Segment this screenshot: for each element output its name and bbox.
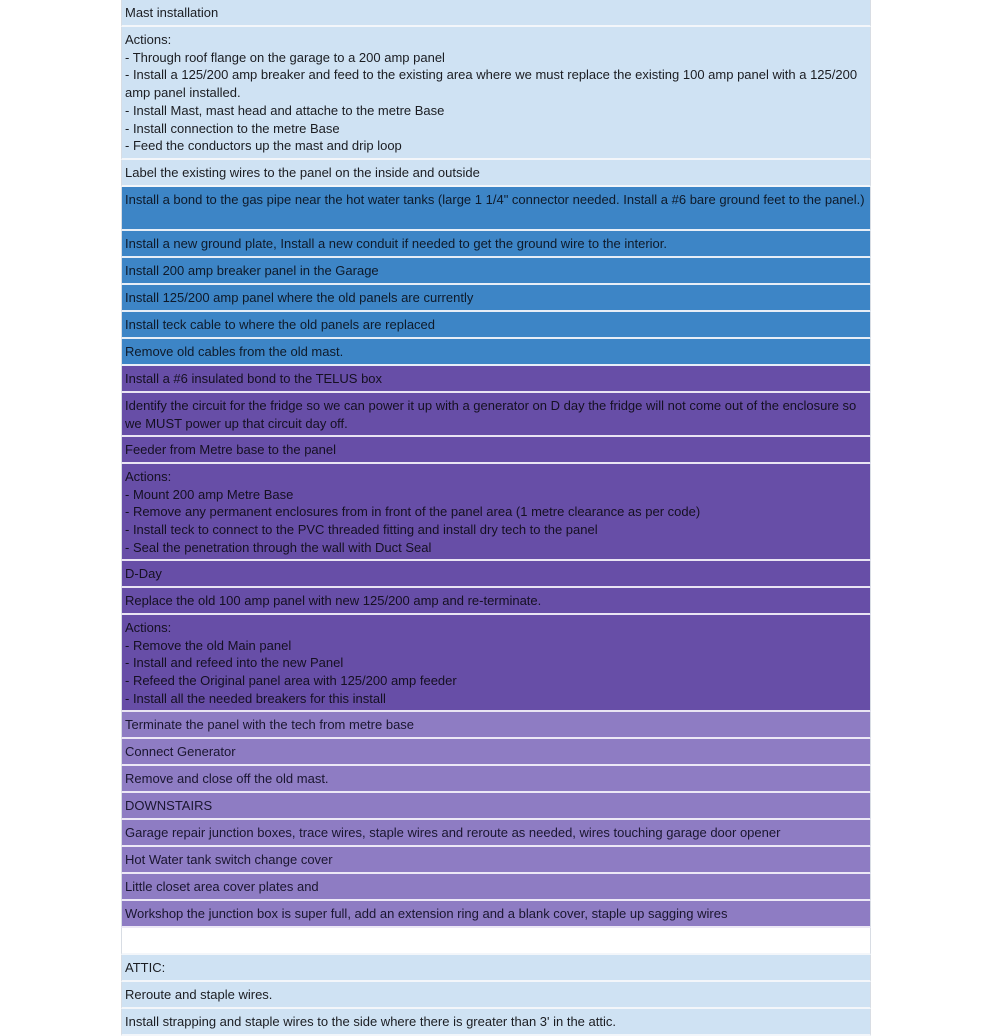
cell-text: Remove and close off the old mast. [125,771,329,786]
table-row[interactable] [121,712,871,739]
table-row[interactable] [121,0,871,27]
table-row[interactable] [121,561,871,588]
cell-text: Hot Water tank switch change cover [125,852,333,867]
cell-text: Label the existing wires to the panel on the inside and outside [125,165,480,180]
table-row[interactable] [121,793,871,820]
task-sheet [121,0,871,1036]
cell-text: Little closet area cover plates and [125,879,319,894]
cell-text: Actions: [125,620,172,635]
cell-text-line: - Refeed the Original panel area with 125/200 amp feeder [125,673,457,689]
cell-text: Actions: [125,32,172,47]
table-row[interactable] [121,928,871,955]
table-row[interactable] [121,187,871,231]
cell-text-line: - Install connection to the metre Base [125,120,340,136]
table-row[interactable] [121,901,871,928]
cell-text-line: - Install a 125/200 amp breaker and feed to the existing area where we must replace the existing 100 amp panel with a 125/200 amp panel installed. [125,67,858,101]
cell-text: Mast installation [125,5,219,20]
table-row[interactable] [121,1009,871,1036]
table-row[interactable] [121,588,871,615]
table-row[interactable] [121,285,871,312]
cell-text: Garage repair junction boxes, trace wires, staple wires and reroute as needed, wires touching garage door opener [125,825,781,840]
cell-text-line: - Install Mast, mast head and attache to the metre Base [125,102,445,118]
table-row[interactable] [121,739,871,766]
cell-text-line: - Remove any permanent enclosures from in front of the panel area (1 metre clearance as per code) [125,504,701,520]
table-row[interactable] [121,766,871,793]
cell-text: Actions: [125,469,172,484]
cell-text: Install 125/200 amp panel where the old panels are currently [125,290,474,305]
cell-text-line: - Through roof flange on the garage to a 200 amp panel [125,49,445,65]
table-row[interactable] [121,982,871,1009]
table-row[interactable] [121,258,871,285]
table-row[interactable] [121,339,871,366]
cell-text: DOWNSTAIRS [125,798,213,813]
table-row[interactable] [121,464,871,561]
table-row[interactable] [121,27,871,160]
table-row[interactable] [121,312,871,339]
table-row[interactable] [121,955,871,982]
cell-text: Feeder from Metre base to the panel [125,442,337,457]
table-row[interactable] [121,437,871,464]
cell-text-line: - Feed the conductors up the mast and drip loop [125,138,402,154]
table-row[interactable] [121,820,871,847]
cell-text-line: - Mount 200 amp Metre Base [125,486,294,502]
cell-text: Remove old cables from the old mast. [125,344,344,359]
table-row[interactable] [121,160,871,187]
cell-text: Install teck cable to where the old panels are replaced [125,317,436,332]
cell-text: ATTIC: [125,960,166,975]
table-row[interactable] [121,874,871,901]
table-row[interactable] [121,615,871,712]
table-row[interactable] [121,847,871,874]
cell-text: Install a bond to the gas pipe near the hot water tanks (large 1 1/4" connector needed. Install a #6 bare ground feet to the panel.) [125,192,865,207]
cell-text: Install 200 amp breaker panel in the Garage [125,263,379,278]
cell-text: Workshop the junction box is super full, add an extension ring and a blank cover, staple up sagging wires [125,906,728,921]
cell-text-line: - Install all the needed breakers for this install [125,690,386,706]
table-row[interactable] [121,393,871,437]
table-row[interactable] [121,231,871,258]
cell-text: Install a #6 insulated bond to the TELUS box [125,371,383,386]
cell-text: Connect Generator [125,744,236,759]
cell-text-line: - Install teck to connect to the PVC threaded fitting and install dry tech to the panel [125,522,598,538]
cell-text-line: - Seal the penetration through the wall with Duct Seal [125,539,432,555]
cell-text: D-Day [125,566,162,581]
cell-text: Reroute and staple wires. [125,987,273,1002]
cell-text: Install strapping and staple wires to the side where there is greater than 3' in the attic. [125,1014,616,1029]
cell-text: Replace the old 100 amp panel with new 125/200 amp and re-terminate. [125,593,542,608]
cell-text-line: - Install and refeed into the new Panel [125,655,344,671]
cell-text-line: - Remove the old Main panel [125,637,292,653]
table-row[interactable] [121,366,871,393]
cell-text: Identify the circuit for the fridge so we can power it up with a generator on D day the fridge will not come out of the enclosure so we MUST power up that circuit day off. [125,398,857,431]
cell-text: Install a new ground plate, Install a new conduit if needed to get the ground wire to the interior. [125,236,668,251]
cell-text: Terminate the panel with the tech from metre base [125,717,415,732]
